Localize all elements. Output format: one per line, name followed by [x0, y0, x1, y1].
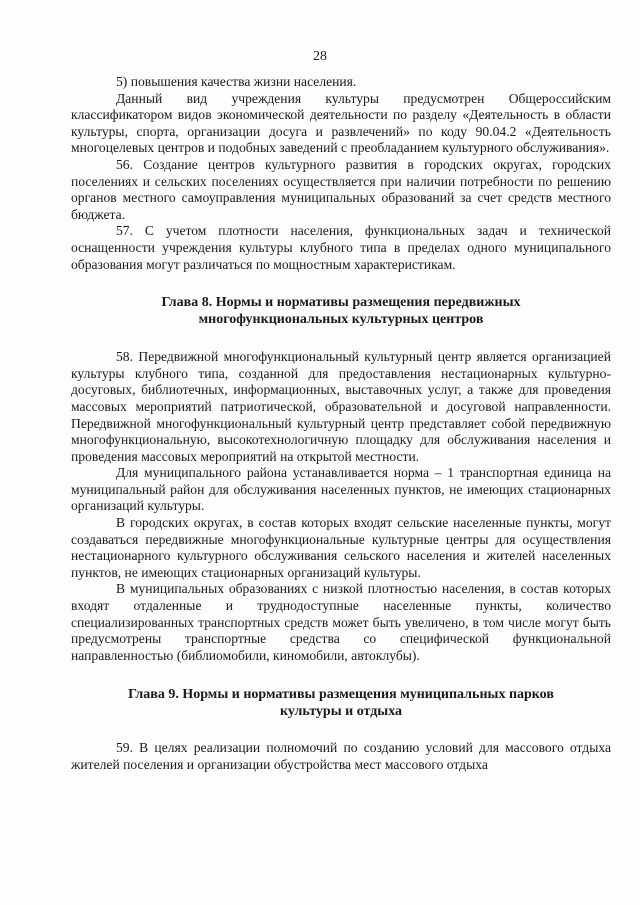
chapter-8-heading [71, 294, 611, 328]
document-body [71, 74, 611, 774]
paragraph-58: 58. Передвижной многофункциональный культурный центр является организацией культуры клубного типа, созданной для предоставления нестационарных культурно-досуговых, библиотечных, информационных, выставочных услуг, а также для проведения массовых мероприятий патриотической, образовательной и досуговой направленности. Передвижной многофункциональный культурный центр представляет собой передвижную многофункциональную, высокотехнологичную площадку для обслуживания населения и проведения массовых мероприятий на открытой местности. [71, 349, 611, 464]
chapter-8-heading-line-1: Глава 8. Нормы и нормативы размещения передвижных [161, 295, 521, 311]
chapter-9-heading-line-1: Глава 9. Нормы и нормативы размещения муниципальных парков [128, 687, 554, 703]
paragraph-57: 57. С учетом плотности населения, функциональных задач и технической оснащенности учреждения культуры клубного типа в пределах одного муниципального образования могут различаться по мощностным характеристикам. [71, 223, 611, 272]
paragraph-list-item-5: 5) повышения качества жизни населения. [116, 74, 357, 89]
paragraph-low-density: В муниципальных образованиях с низкой плотностью населения, в состав которых входят отдаленные и труднодоступные населенные пункты, количество специализированных транспортных средств может быть увеличено, в том числе могут быть предусмотрены транспортные средства со специфической функциональной направленностью (библиомобили, киномобили, автоклубы). [71, 581, 611, 663]
chapter-9-heading [71, 686, 611, 720]
paragraph-okved: Данный вид учреждения культуры предусмотрен Общероссийским классификатором видов экономической деятельности по разделу «Деятельность в области культуры, спорта, организации досуга и развлечений» по коду 90.04.2 «Деятельность многоцелевых центров и подобных заведений с преобладанием культурного обслуживания». [71, 90, 611, 156]
paragraph-urban-districts: В городских округах, в состав которых входят сельские населенные пункты, могут создаваться передвижные многофункциональные культурные центры для осуществления нестационарного культурного обслуживания сельского населения и жителей населенных пунктов, не имеющих стационарных организаций культуры. [71, 515, 611, 580]
paragraph-59: 59. В целях реализации полномочий по созданию условий для массового отдыха жителей поселения и организации обустройства мест массового отдыха [71, 740, 611, 772]
chapter-8-heading-line-2: многофункциональных культурных центров [198, 312, 484, 328]
paragraph-district-norm: Для муниципального района устанавливается норма – 1 транспортная единица на муниципальный район для обслуживания населенных пунктов, не имеющих стационарных организаций культуры. [71, 465, 611, 514]
chapter-9-heading-line-2: культуры и отдыха [279, 704, 403, 720]
paragraph-56: 56. Создание центров культурного развития в городских округах, городских поселениях и сельских поселениях осуществляется при наличии потребности по решению органов местного самоуправления муниципальных образований за счет средств местного бюджета. [71, 156, 611, 222]
page-number: 28 [313, 49, 327, 64]
